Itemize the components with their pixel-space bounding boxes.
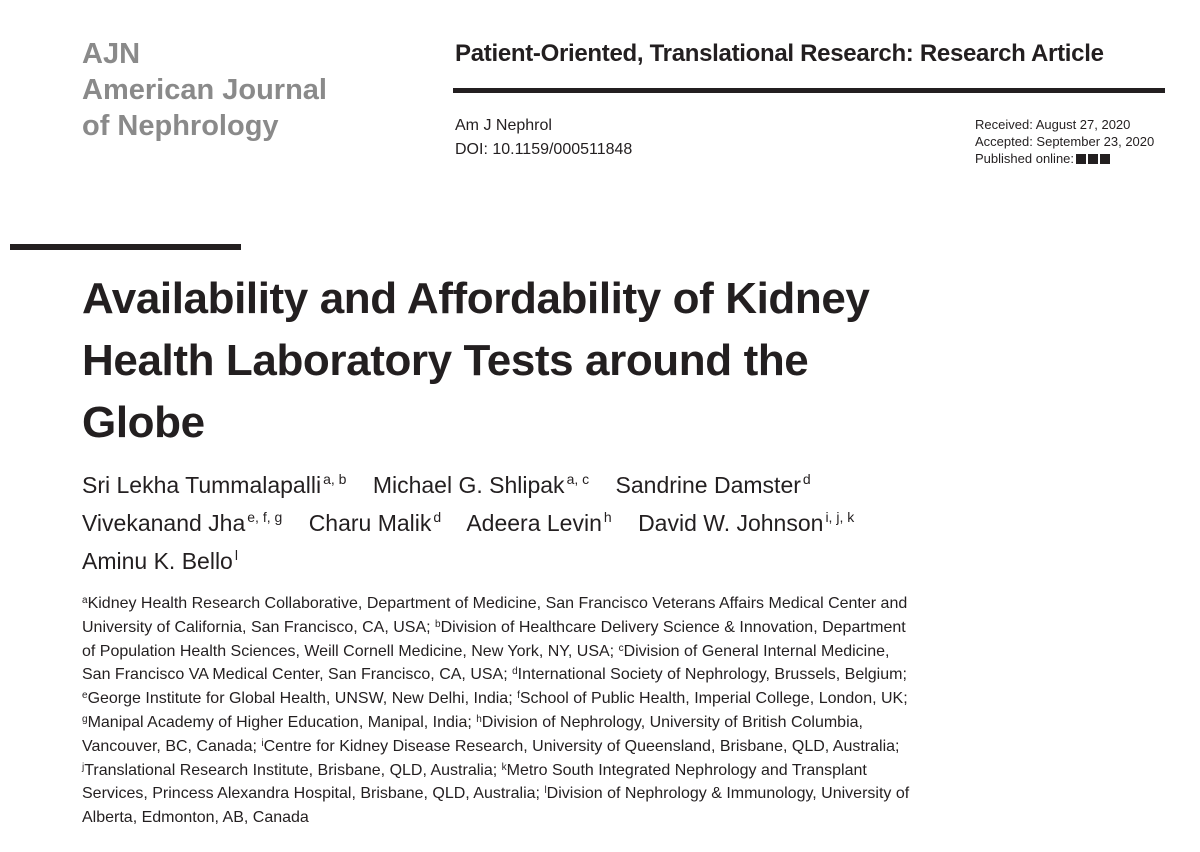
author-line [82,542,874,580]
author[interactable] [82,548,238,574]
redacted-block-3 [1100,154,1110,164]
author-affiliation-marker: a, b [323,471,347,487]
article-type: Patient-Oriented, Translational Research: Research Article [455,40,1104,67]
journal-logo [82,36,327,144]
affiliation-marker: i [261,737,264,749]
author-affiliation-marker: e, f, g [247,509,283,525]
affiliation-text: Division of Healthcare Delivery Science & Innovation, Department [440,618,906,636]
author-affiliation-marker: i, j, k [825,509,855,525]
author-name: David W. Johnson [638,510,824,536]
affiliation-line [82,640,1022,664]
author-line [82,504,874,542]
author[interactable] [373,472,589,498]
accepted-date: Accepted: September 23, 2020 [975,134,1155,149]
published-label: Published online: [975,151,1075,166]
title-line: Availability and Affordability of Kidney [82,274,870,323]
affiliation-marker: h [476,713,482,725]
affiliation-text: Vancouver, BC, Canada; [82,737,262,755]
author-name: Aminu K. Bello [82,548,233,574]
article-title [82,268,1082,454]
title-line: Health Laboratory Tests around the [82,336,809,385]
author-name: Charu Malik [308,510,432,536]
affiliations [82,592,1022,830]
affiliation-line [82,616,1022,640]
author-affiliation-marker: l [234,547,238,563]
affiliation-line [82,759,1022,783]
affiliation-text: Translational Research Institute, Brisbane, QLD, Australia; [84,761,502,779]
author[interactable] [638,510,854,536]
affiliation-marker: g [82,713,88,725]
affiliation-line [82,711,1022,735]
author-name: Adeera Levin [466,510,602,536]
affiliation-marker: f [517,690,520,702]
affiliation-text: Division of Nephrology & Immunology, University of [546,785,910,803]
doi[interactable]: DOI: 10.1159/000511848 [455,141,633,158]
affiliation-text: of Population Health Sciences, Weill Cornell Medicine, New York, NY, USA; [82,642,619,660]
journal-citation: Am J Nephrol [455,117,552,134]
author-name: Sri Lekha Tummalapalli [82,472,322,498]
affiliation-line [82,663,1022,687]
affiliation-text: George Institute for Global Health, UNSW, New Delhi, India; [87,690,518,708]
received-date: Received: August 27, 2020 [975,117,1131,132]
author-name: Sandrine Damster [615,472,801,498]
affiliation-text: San Francisco VA Medical Center, San Francisco, CA, USA; [82,666,513,684]
article-dates [975,116,1154,167]
affiliation-line [82,782,1022,806]
affiliation-text: School of Public Health, Imperial College, London, UK; [519,690,908,708]
author-name: Michael G. Shlipak [372,472,565,498]
citation-block [455,114,632,162]
author[interactable] [82,510,282,536]
published-date [975,150,1154,167]
author[interactable] [82,472,346,498]
affiliation-line [82,592,1022,616]
affiliation-text: Metro South Integrated Nephrology and Transplant [506,761,867,779]
author-name: Vivekanand Jha [82,510,246,536]
author[interactable] [466,510,611,536]
affiliation-text: University of California, San Francisco, CA, USA; [82,618,436,636]
redacted-block-1 [1076,154,1086,164]
author-affiliation-marker: h [603,509,612,525]
affiliation-text: Division of Nephrology, University of British Columbia, [481,713,863,731]
author-affiliation-marker: a, c [566,471,590,487]
author-affiliation-marker: d [802,471,811,487]
author-list [82,466,874,580]
affiliation-marker: b [435,618,441,630]
affiliation-marker: k [501,761,507,773]
affiliation-line [82,687,1022,711]
affiliation-text: Alberta, Edmonton, AB, Canada [82,809,309,827]
affiliation-marker: a [82,595,88,606]
author-line [82,466,874,504]
affiliation-text: Centre for Kidney Disease Research, University of Queensland, Brisbane, QLD, Australia; [263,737,900,755]
affiliation-line [82,806,1022,830]
affiliation-line [82,735,1022,759]
affiliation-text: International Society of Nephrology, Brussels, Belgium; [517,666,907,684]
header-rule [453,88,1165,93]
author-affiliation-marker: d [433,509,442,525]
affiliation-marker: e [82,690,88,702]
affiliation-marker: c [618,642,624,654]
redacted-block-2 [1088,154,1098,164]
title-line: Globe [82,398,205,447]
journal-logo-name-line2: of Nephrology [82,110,279,142]
affiliation-marker: d [512,666,518,678]
author[interactable] [616,472,811,498]
journal-logo-name-line1: American Journal [82,74,327,106]
affiliation-text: Manipal Academy of Higher Education, Manipal, India; [87,713,477,731]
author[interactable] [309,510,442,536]
affiliation-text: Services, Princess Alexandra Hospital, Brisbane, QLD, Australia; [82,785,545,803]
affiliation-marker: l [544,785,547,797]
affiliation-text: Division of General Internal Medicine, [623,642,890,660]
title-rule [10,244,241,250]
journal-logo-abbrev: AJN [82,38,141,70]
affiliation-marker: j [82,761,85,773]
affiliation-text: Kidney Health Research Collaborative, Department of Medicine, San Francisco Veterans Affairs Medical Center and [87,595,908,612]
